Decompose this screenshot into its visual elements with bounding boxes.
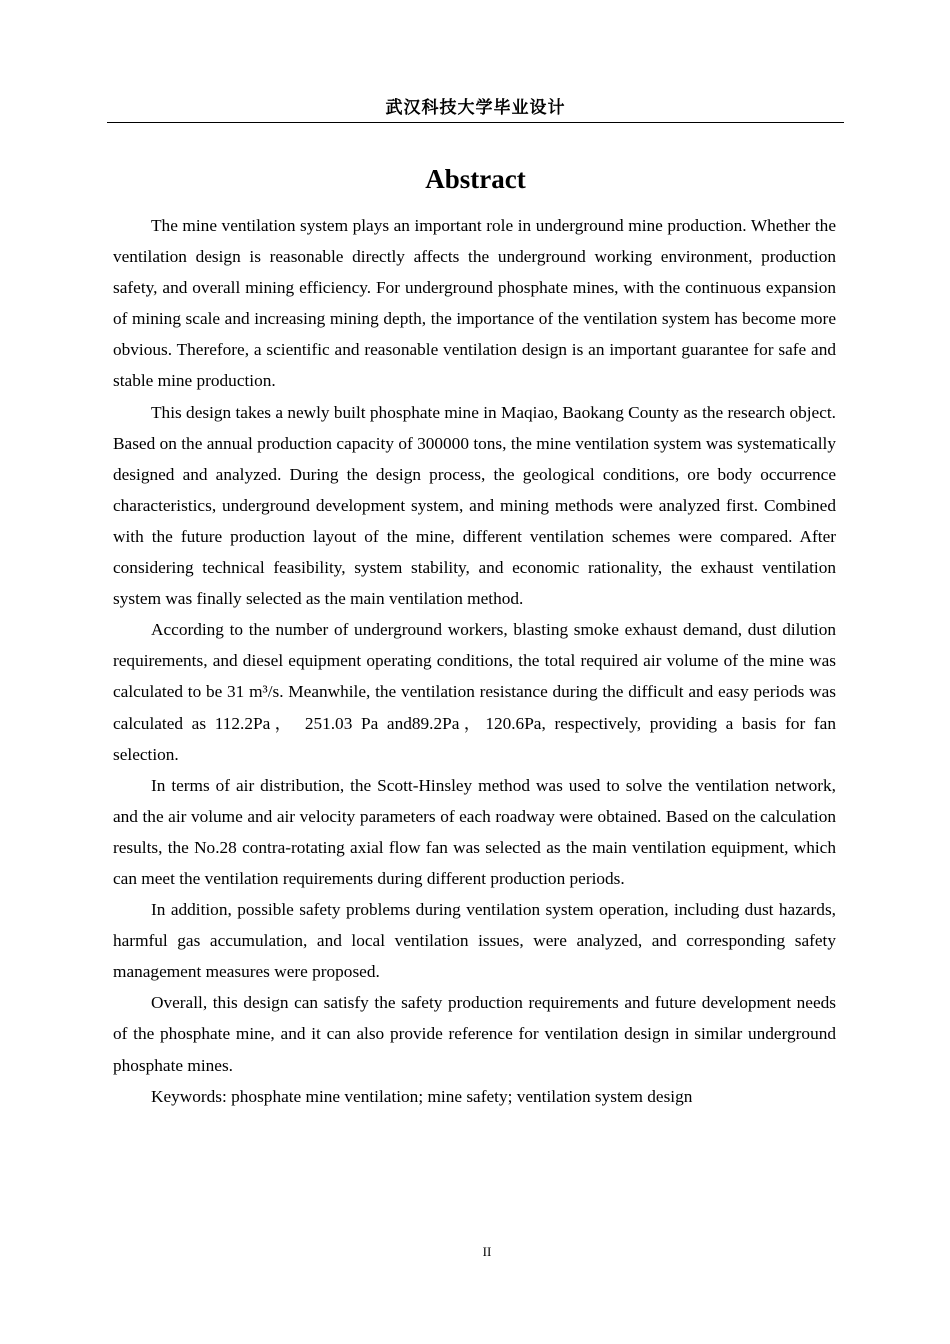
abstract-paragraph: According to the number of underground workers, blasting smoke exhaust demand, dust dilution requirements, and diesel equipment operating conditions, the total required air volume of the mine was calculated to be 31 m³/s. Meanwhile, the ventilation resistance during the difficult and easy periods was calculated as 112.2Pa， 251.03 Pa and89.2Pa，120.6Pa, respectively, providing a basis for fan selection. xyxy=(113,620,836,764)
abstract-paragraph: In addition, possible safety problems during ventilation system operation, including dust hazards, harmful gas accumulation, and local ventilation issues, were analyzed, and corresponding safety management measures were proposed. xyxy=(113,900,836,982)
header-rule xyxy=(107,122,844,123)
abstract-paragraph: This design takes a newly built phosphate mine in Maqiao, Baokang County as the research object. Based on the annual production capacity of 300000 tons, the mine ventilation system was systematically designed and analyzed. During the design process, the geological conditions, ore body occurrence characteristics, underground development system, and mining methods were analyzed first. Combined with the future production layout of the mine, different ventilation schemes were compared. After considering technical feasibility, system stability, and economic rationality, the exhaust ventilation system was finally selected as the main ventilation method. xyxy=(113,402,836,609)
abstract-paragraph: In terms of air distribution, the Scott-Hinsley method was used to solve the ventilation network, and the air volume and air velocity parameters of each roadway were obtained. Based on the calculation results, the No.28 contra-rotating axial flow fan was selected as the main ventilation equipment, which can meet the ventilation requirements during different production periods. xyxy=(113,775,836,888)
keywords-line: Keywords: phosphate mine ventilation; mine safety; ventilation system design xyxy=(151,1086,693,1106)
abstract-paragraph: The mine ventilation system plays an important role in underground mine production. Whether the ventilation design is reasonable directly affects the underground working environment, production safety, and overall mining efficiency. For underground phosphate mines, with the continuous expansion of mining scale and increasing mining depth, the importance of the ventilation system has become more obvious. Therefore, a scientific and reasonable ventilation design is an important guarantee for safe and stable mine production. xyxy=(113,216,836,391)
page-number: II xyxy=(482,1244,492,1259)
abstract-body xyxy=(113,210,836,1112)
abstract-title: Abstract xyxy=(425,164,526,194)
abstract-paragraph: Overall, this design can satisfy the safety production requirements and future development needs of the phosphate mine, and it can also provide reference for ventilation design in similar underground phosphate mines. xyxy=(113,993,836,1075)
running-header-title: 武汉科技大学毕业设计 xyxy=(385,98,566,118)
